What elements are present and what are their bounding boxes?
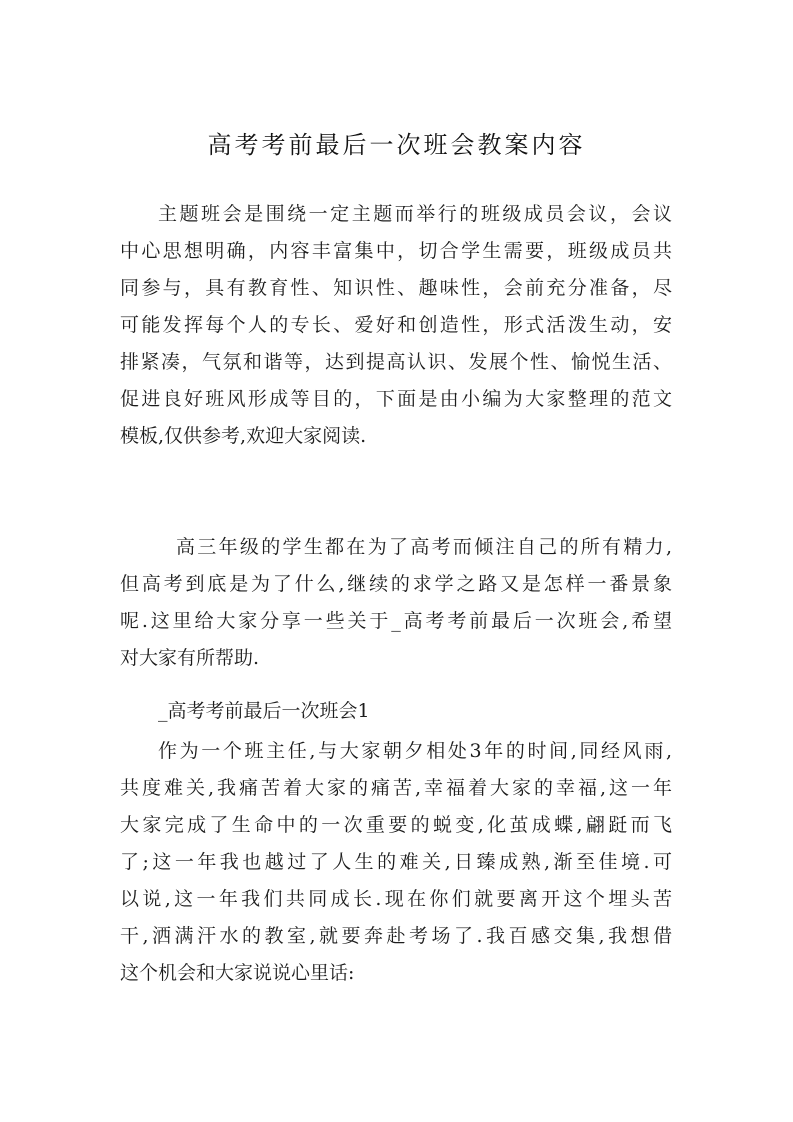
section-heading: _高考考前最后一次班会1	[158, 700, 370, 722]
text-line: 以说,这一年我们共同成长.现在你们就要离开这个埋头苦	[120, 888, 672, 910]
text-line: 模板,仅供参考,欢迎大家阅读.	[120, 425, 367, 447]
text-line: 高三年级的学生都在为了高考而倾注自己的所有精力,	[176, 536, 672, 558]
text-line: 这个机会和大家说说心里话:	[120, 962, 355, 984]
text-line: 对大家有所帮助.	[120, 647, 260, 669]
text-line: 但高考到底是为了什么,继续的求学之路又是怎样一番景象	[120, 573, 672, 595]
text-line: 干,洒满汗水的教室,就要奔赴考场了.我百感交集,我想借	[120, 925, 672, 947]
text-line: 可能发挥每个人的专长、爱好和创造性，形式活泼生动，安	[120, 314, 672, 336]
text-line: 排紧凑，气氛和谐等，达到提高认识、发展个性、愉悦生活、	[120, 351, 672, 373]
text-line: 中心思想明确，内容丰富集中，切合学生需要，班级成员共	[120, 240, 672, 262]
text-line: 促进良好班风形成等目的，下面是由小编为大家整理的范文	[120, 388, 672, 410]
text-line: 大家完成了生命中的一次重要的蜕变,化茧成蝶,翩跹而飞	[120, 814, 672, 836]
document-title: 高考考前最后一次班会教案内容	[207, 131, 586, 159]
text-line: 呢.这里给大家分享一些关于_高考考前最后一次班会,希望	[120, 610, 672, 632]
text-line: 主题班会是围绕一定主题而举行的班级成员会议，会议	[158, 203, 672, 225]
text-line: 作为一个班主任,与大家朝夕相处3年的时间,同经风雨,	[158, 740, 672, 762]
text-line: 了;这一年我也越过了人生的难关,日臻成熟,渐至佳境.可	[120, 851, 672, 873]
text-line: 同参与，具有教育性、知识性、趣味性，会前充分准备，尽	[120, 277, 672, 299]
text-line: 共度难关,我痛苦着大家的痛苦,幸福着大家的幸福,这一年	[120, 777, 672, 799]
